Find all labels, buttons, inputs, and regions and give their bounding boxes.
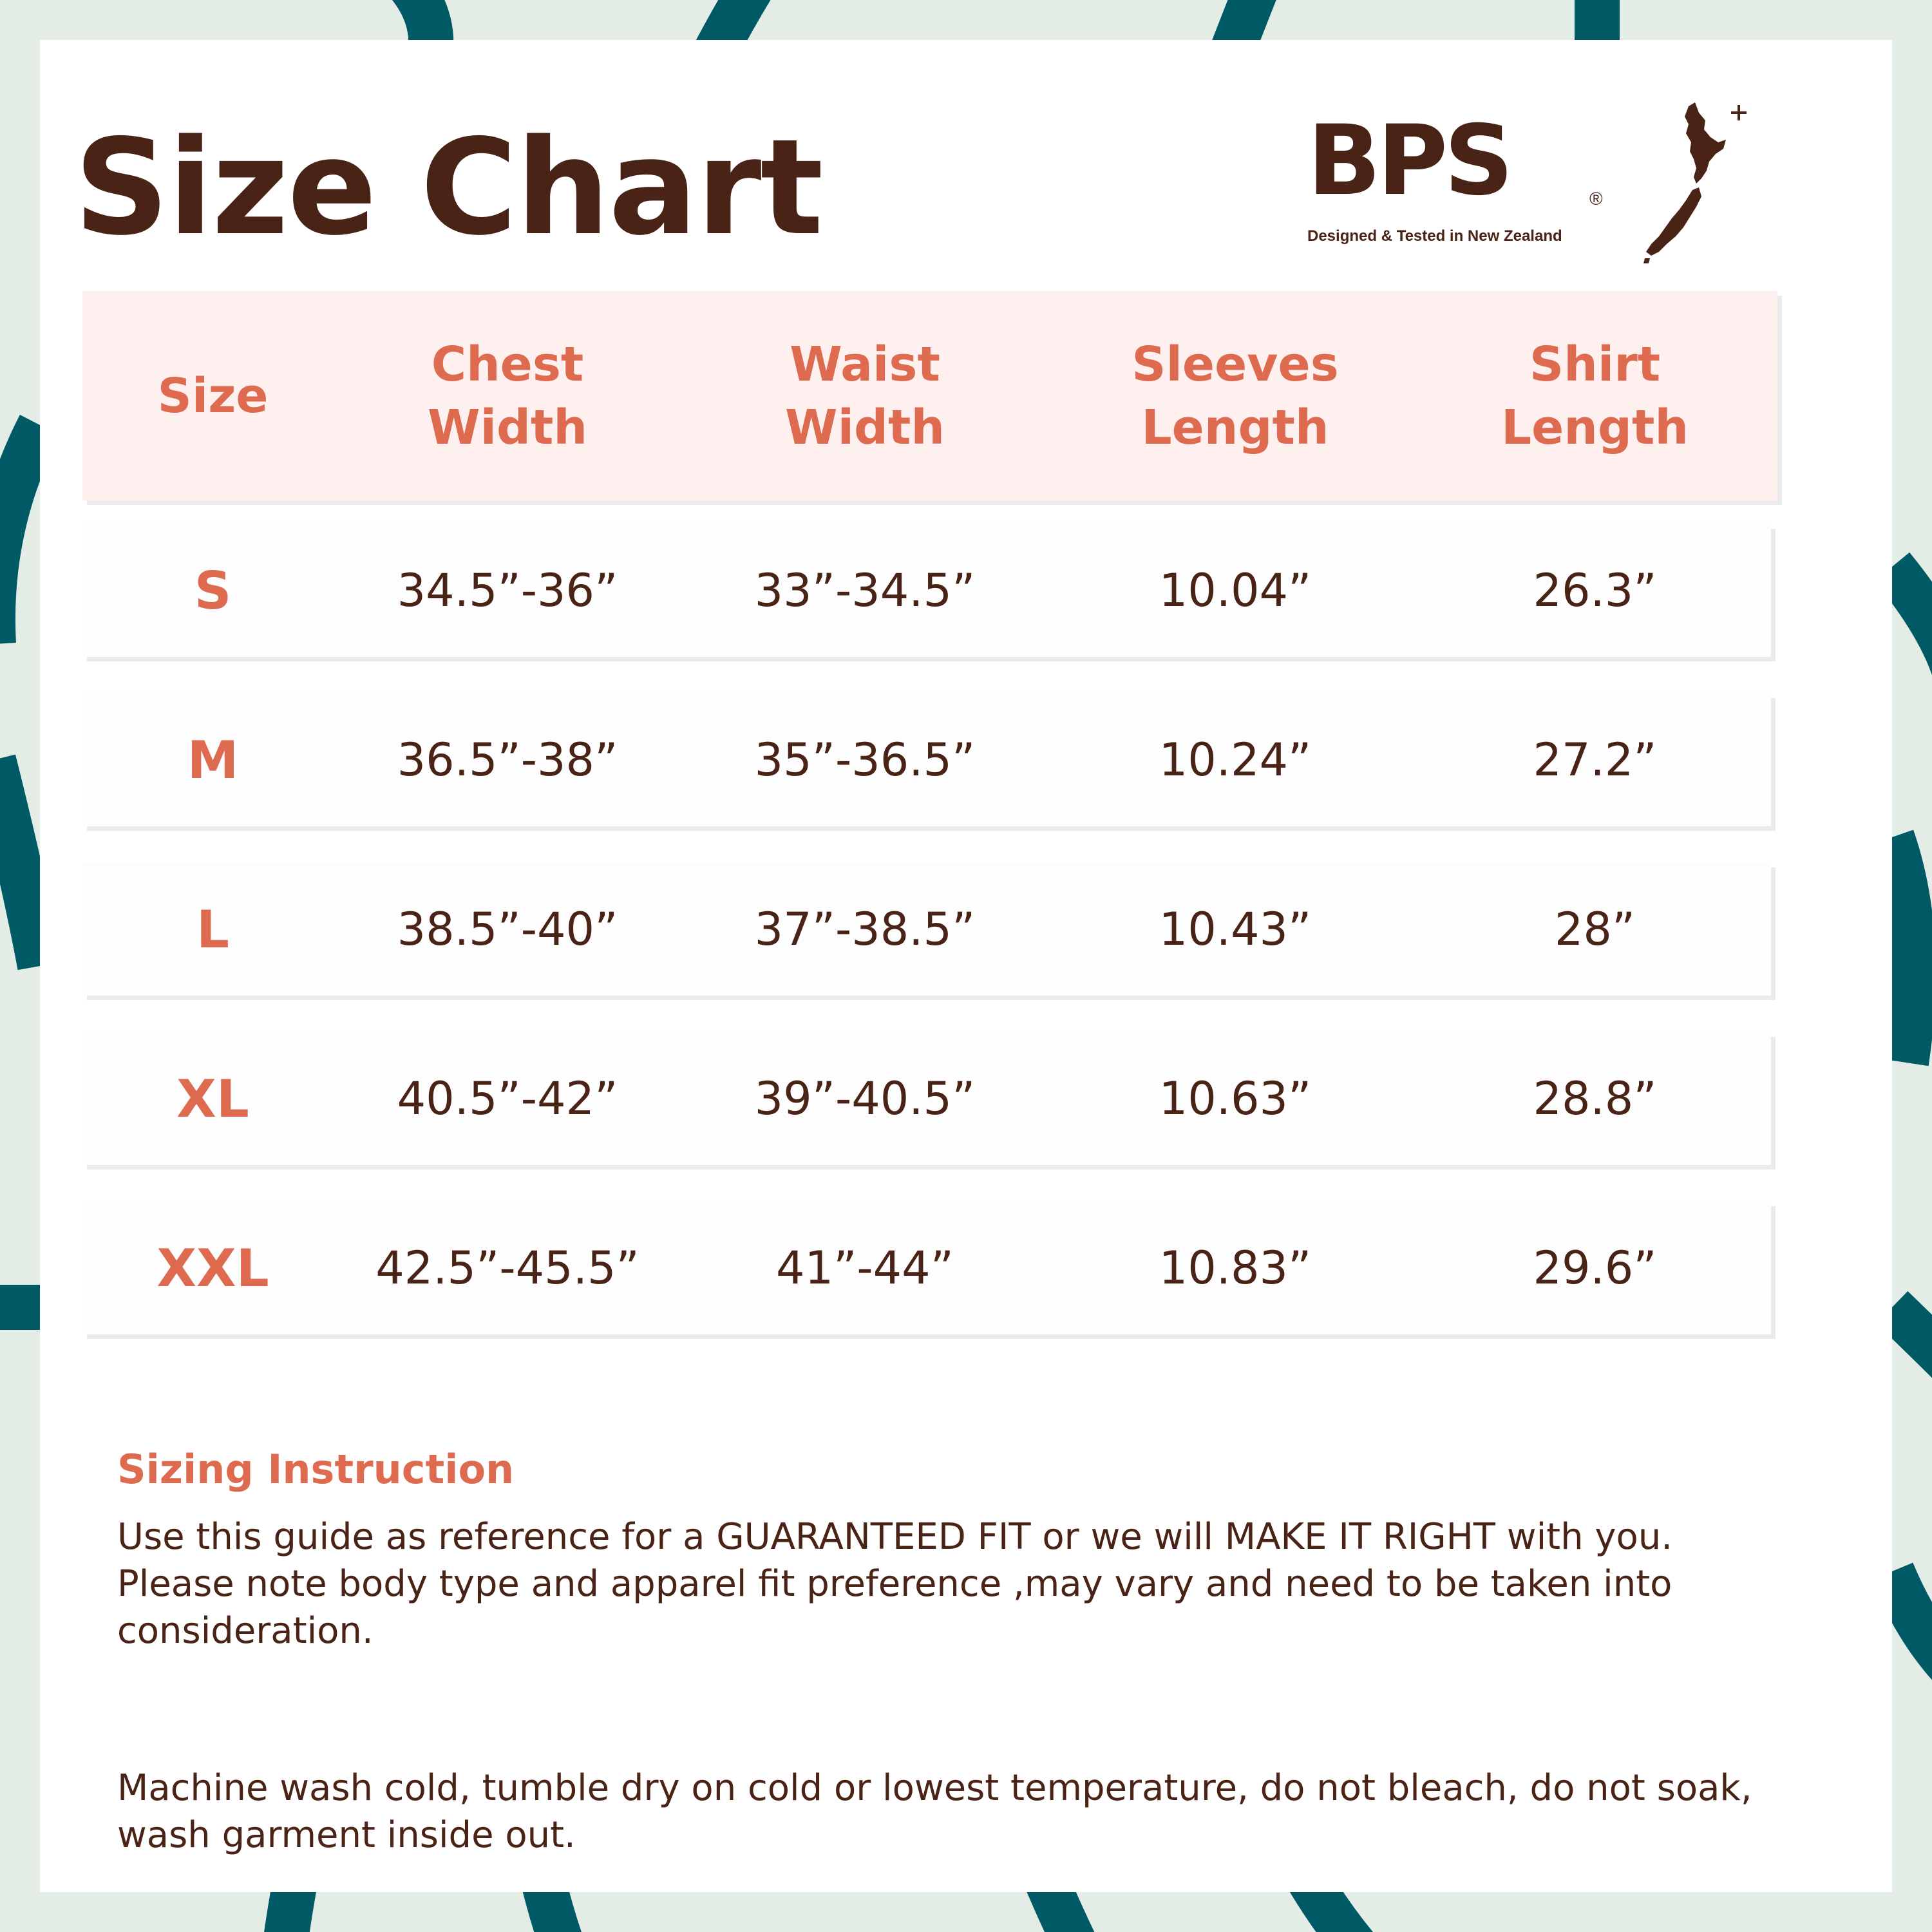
page-title: Size Chart	[74, 111, 822, 265]
sizing-instruction-text	[117, 1513, 1824, 1654]
chest-width-value: 34.5”-36”	[397, 564, 618, 617]
chest-width-value: 42.5”-45.5”	[375, 1242, 639, 1294]
sleeves-length-value: 10.24”	[1159, 734, 1312, 786]
shirt-length-value: 28.8”	[1533, 1072, 1657, 1125]
table-row-m	[82, 694, 1771, 826]
shirt-length-value: 29.6”	[1533, 1242, 1657, 1294]
waist-width-value: 35”-36.5”	[754, 734, 976, 786]
header-size: Size	[157, 368, 269, 424]
shirt-length-value: 27.2”	[1533, 734, 1657, 786]
table-row-xl	[82, 1032, 1771, 1165]
sizing-instruction-heading: Sizing Instruction	[117, 1446, 515, 1493]
table-row-xxl	[82, 1202, 1771, 1334]
decor-stroke	[1892, 1307, 1932, 1372]
shirt-length-value: 28”	[1554, 903, 1636, 956]
decor-stroke	[1892, 1571, 1932, 1674]
chest-width-value: 36.5”-38”	[397, 734, 618, 786]
sleeves-length-value: 10.83”	[1159, 1242, 1312, 1294]
waist-width-value: 33”-34.5”	[754, 564, 976, 617]
size-label: S	[194, 560, 232, 621]
header-shirt-length	[1412, 291, 1777, 500]
decor-stroke	[1892, 837, 1913, 1063]
instruction-line: consideration.	[117, 1610, 374, 1652]
shirt-length-value: 26.3”	[1533, 564, 1657, 617]
size-label: XXL	[156, 1238, 269, 1298]
decor-stroke	[1892, 567, 1932, 683]
decor-stroke	[0, 760, 40, 966]
header-label: Waist Width	[784, 336, 945, 455]
chest-width-value: 40.5”-42”	[397, 1072, 618, 1125]
header-label: Shirt Length	[1501, 336, 1689, 455]
care-line: wash garment inside out.	[117, 1814, 576, 1856]
table-row-s	[82, 524, 1771, 657]
header-sleeves-length	[1058, 291, 1412, 500]
brand-logo	[1307, 87, 1771, 293]
size-label: M	[187, 730, 239, 790]
new-zealand-map-icon	[1629, 87, 1758, 280]
care-line: Machine wash cold, tumble dry on cold or lowest temperature, do not bleach, do not soak,	[117, 1767, 1752, 1809]
table-row-l	[82, 863, 1771, 996]
header-label: Chest Width	[427, 336, 587, 455]
brand-tagline: Designed & Tested in New Zealand	[1307, 227, 1562, 245]
decor-stroke	[0, 425, 40, 644]
sleeves-length-value: 10.63”	[1159, 1072, 1312, 1125]
sleeves-length-value: 10.43”	[1159, 903, 1312, 956]
header-waist-width	[672, 291, 1058, 500]
instruction-line: Use this guide as reference for a GUARANTEED FIT or we will MAKE IT RIGHT with you.	[117, 1516, 1673, 1558]
waist-width-value: 39”-40.5”	[754, 1072, 976, 1125]
chest-width-value: 38.5”-40”	[397, 903, 618, 956]
header-chest-width	[343, 291, 672, 500]
instruction-line: Please note body type and apparel fit preference ,may vary and need to be taken into	[117, 1563, 1672, 1605]
table-header-row	[82, 291, 1777, 500]
header-label: Sleeves Length	[1132, 336, 1339, 455]
registered-mark: ®	[1589, 189, 1603, 209]
brand-name: BPS	[1307, 105, 1510, 217]
sleeves-length-value: 10.04”	[1159, 564, 1312, 617]
care-instructions	[117, 1765, 1824, 1859]
size-label: XL	[176, 1068, 249, 1129]
waist-width-value: 41”-44”	[776, 1242, 954, 1294]
waist-width-value: 37”-38.5”	[754, 903, 976, 956]
size-label: L	[196, 899, 229, 960]
